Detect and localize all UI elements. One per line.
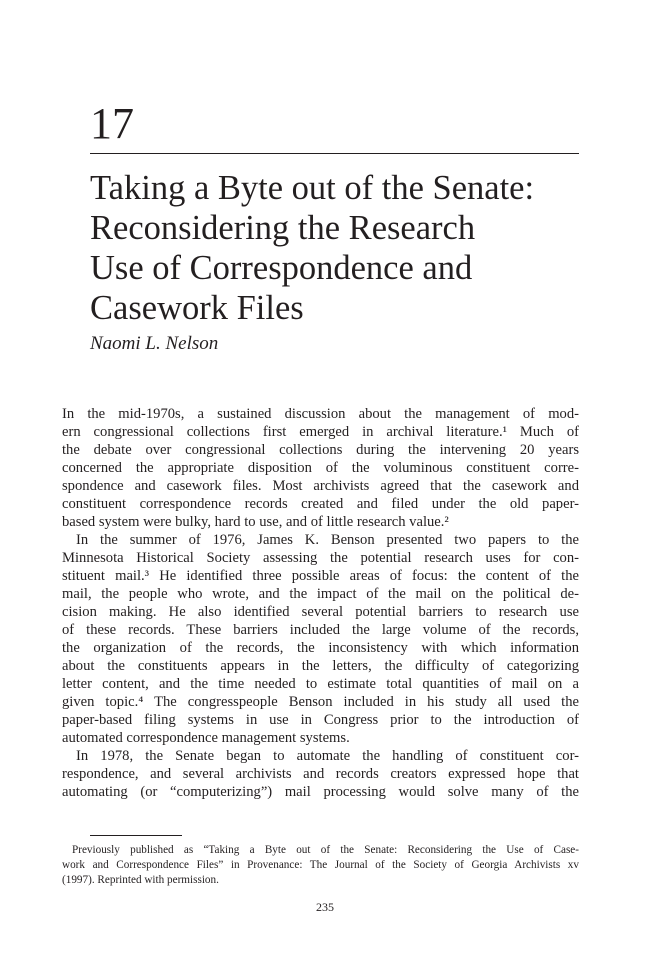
chapter-title-line: Taking a Byte out of the Senate: <box>90 169 535 207</box>
author-name: Naomi L. Nelson <box>90 333 219 354</box>
body-line: Minnesota Historical Society assessing the potential research uses for con- <box>62 550 579 566</box>
chapter-title-line: Casework Files <box>90 289 304 327</box>
body-line: automating (or “computerizing”) mail processing would solve many of the <box>62 784 579 800</box>
body-line: automated correspondence management systems. <box>62 730 350 746</box>
body-line: paper-based filing systems in use in Congress prior to the introduction of <box>62 712 579 728</box>
body-line: the organization of the records, the inconsistency with which information <box>62 640 579 656</box>
chapter-title-line: Use of Correspondence and <box>90 249 473 287</box>
body-line: of these records. These barriers included the large volume of the records, <box>62 622 579 638</box>
footnote-line: (1997). Reprinted with permission. <box>62 874 219 886</box>
body-line: respondence, and several archivists and records creators expressed hope that <box>62 766 579 782</box>
body-line: In 1978, the Senate began to automate the handling of constituent cor- <box>76 748 579 764</box>
body-line: mail, the people who wrote, and the impact of the mail on the political de- <box>62 586 579 602</box>
chapter-number: 17 <box>90 99 134 148</box>
body-line: stituent mail.³ He identified three possible areas of focus: the content of the <box>62 568 579 584</box>
body-line: given topic.⁴ The congresspeople Benson included in his study all used the <box>62 694 579 710</box>
footnote <box>62 843 579 888</box>
body-line: based system were bulky, hard to use, and of little research value.² <box>62 514 449 530</box>
body-line: letter content, and the time needed to estimate total quantities of mail on a <box>62 676 579 692</box>
chapter-rule <box>90 153 579 154</box>
body-line: ern congressional collections first emerged in archival literature.¹ Much of <box>62 424 579 440</box>
body-line: constituent correspondence records created and filed under the old paper- <box>62 496 579 512</box>
body-line: concerned the appropriate disposition of the voluminous constituent corre- <box>62 460 579 476</box>
body-line: about the constituents appears in the letters, the difficulty of categorizing <box>62 658 579 674</box>
body-line: In the summer of 1976, James K. Benson presented two papers to the <box>76 532 579 548</box>
body-line: In the mid-1970s, a sustained discussion about the management of mod- <box>62 406 579 422</box>
body-line: the debate over congressional collections during the intervening 20 years <box>62 442 579 458</box>
body-text <box>62 405 579 801</box>
chapter-title-line: Reconsidering the Research <box>90 209 476 247</box>
footnote-line: work and Correspondence Files” in Provenance: The Journal of the Society of Georgia Archivists xv <box>62 859 579 871</box>
body-line: cision making. He also identified several potential barriers to research use <box>62 604 579 620</box>
footnote-line: Previously published as “Taking a Byte out of the Senate: Reconsidering the Use of Case- <box>72 844 579 856</box>
page-number: 235 <box>316 900 334 914</box>
chapter-title <box>90 168 590 328</box>
body-line: spondence and casework files. Most archivists agreed that the casework and <box>62 478 579 494</box>
footnote-rule <box>90 835 182 836</box>
